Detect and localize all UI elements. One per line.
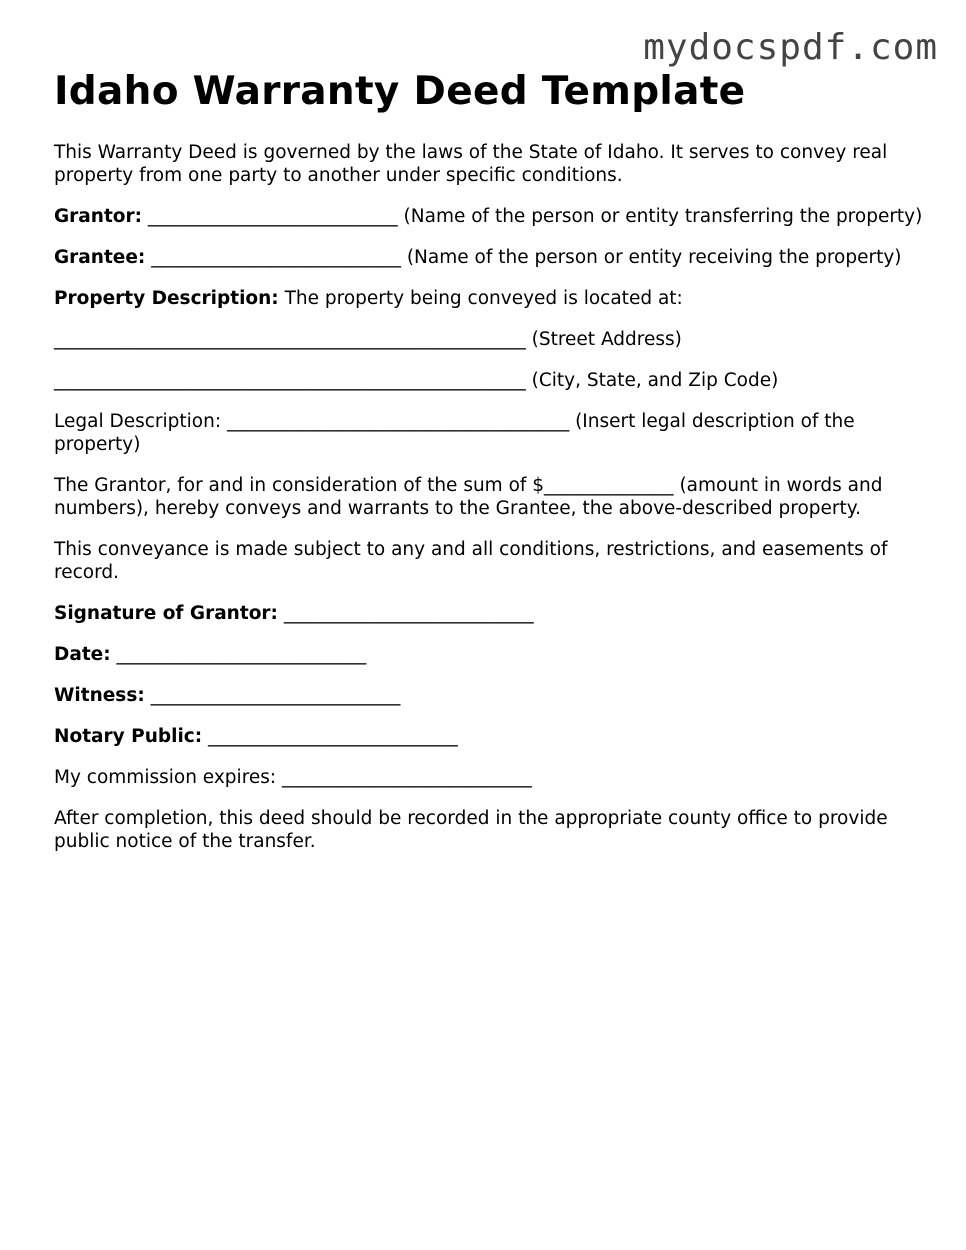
- watermark: mydocspdf.com: [643, 27, 938, 68]
- street-address-field: ___________________________________________________ (Street Address): [54, 329, 682, 350]
- closing-paragraph: After completion, this deed should be recorded in the appropriate county office to provide public notice of the transfer.: [54, 808, 888, 852]
- consideration-paragraph: The Grantor, for and in consideration of the sum of $______________ (amount in words and numbers), hereby conveys and warrants to the Grantee, the above-described property.: [54, 475, 883, 519]
- property-text: The property being conveyed is located at:: [278, 288, 683, 309]
- notary-blank: ___________________________: [202, 726, 458, 747]
- property-description: [54, 287, 924, 310]
- document-page: [54, 68, 924, 871]
- conveyance-paragraph: This conveyance is made subject to any and all conditions, restrictions, and easements of record.: [54, 539, 888, 583]
- date-blank: ___________________________: [110, 644, 367, 665]
- grantor-blank: ___________________________ (Name of the person or entity transferring the property): [142, 206, 923, 227]
- grantor-label: Grantor:: [54, 206, 143, 227]
- witness-field: [54, 684, 924, 707]
- commission-field: My commission expires: ___________________________: [54, 767, 532, 788]
- page-title: Idaho Warranty Deed Template: [54, 69, 746, 114]
- date-field: [54, 643, 924, 666]
- date-label: Date:: [54, 644, 111, 665]
- signature-field: [54, 602, 924, 625]
- grantee-label: Grantee:: [54, 247, 146, 268]
- signature-blank: ___________________________: [277, 603, 534, 624]
- witness-label: Witness:: [54, 685, 145, 706]
- legal-description-field: Legal Description: _____________________________________ (Insert legal description of the property): [54, 411, 855, 455]
- grantee-blank: ___________________________ (Name of the person or entity receiving the property): [145, 247, 902, 268]
- intro-paragraph: This Warranty Deed is governed by the laws of the State of Idaho. It serves to convey real property from one party to another under specific conditions.: [54, 142, 888, 186]
- grantor-field: [54, 205, 924, 228]
- property-label: Property Description:: [54, 288, 279, 309]
- notary-field: [54, 725, 924, 748]
- signature-label: Signature of Grantor:: [54, 603, 278, 624]
- notary-label: Notary Public:: [54, 726, 203, 747]
- witness-blank: ___________________________: [144, 685, 401, 706]
- city-state-zip-field: ___________________________________________________ (City, State, and Zip Code): [54, 370, 779, 391]
- grantee-field: [54, 246, 924, 269]
